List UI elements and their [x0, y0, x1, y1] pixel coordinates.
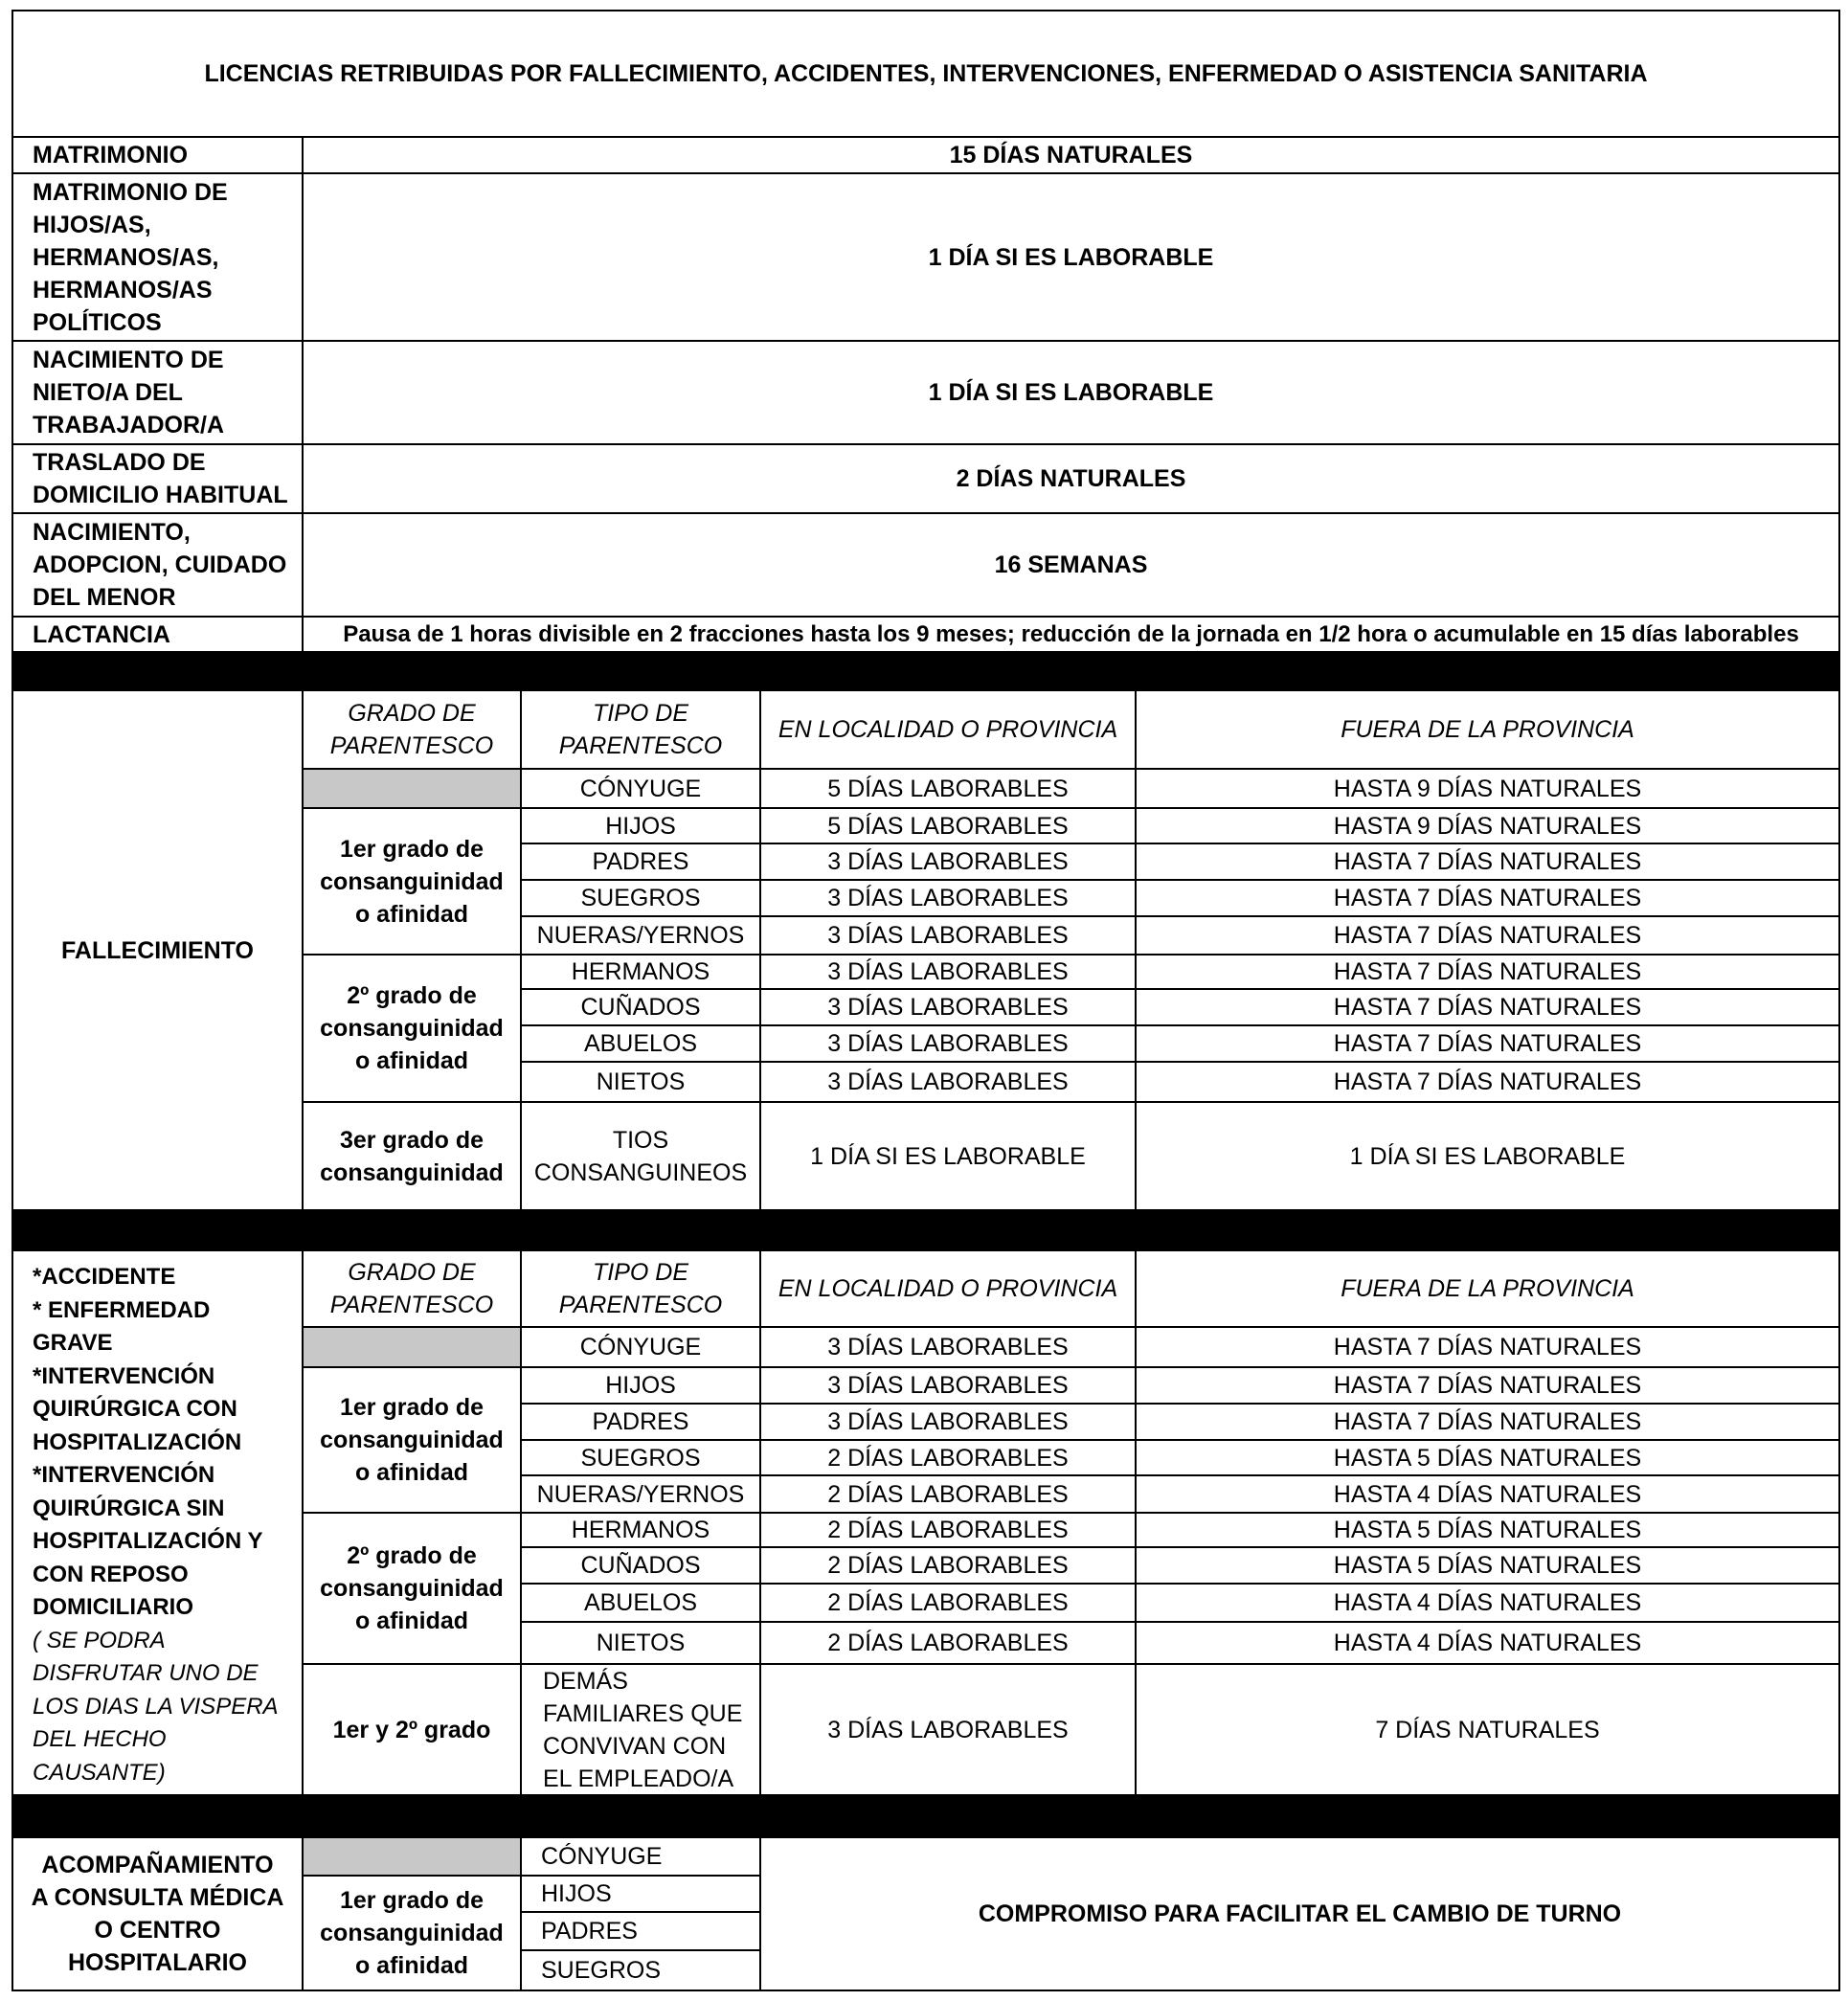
cell-fuera: HASTA 4 DÍAS NATURALES — [1135, 1583, 1840, 1623]
cell-fuera: HASTA 9 DÍAS NATURALES — [1135, 807, 1840, 844]
separator-bar — [11, 1794, 1840, 1838]
cell-fuera: HASTA 7 DÍAS NATURALES — [1135, 988, 1840, 1026]
table-title: LICENCIAS RETRIBUIDAS POR FALLECIMIENTO, ACCIDENTES, INTERVENCIONES, ENFERMEDAD O ASISTENCIA SANITARIA — [11, 10, 1840, 138]
header-fuera: FUERA DE LA PROVINCIA — [1135, 689, 1840, 770]
header-tipo: TIPO DE PARENTESCO — [520, 1249, 761, 1328]
cell-fuera: HASTA 4 DÍAS NATURALES — [1135, 1621, 1840, 1665]
cell-tipo: SUEGROS — [520, 1949, 761, 1991]
section-label-fallecimiento: FALLECIMIENTO — [11, 689, 304, 1211]
cell-tipo: HERMANOS — [520, 954, 761, 990]
cell-local: 3 DÍAS LABORABLES — [759, 1663, 1137, 1796]
cell-fuera: HASTA 7 DÍAS NATURALES — [1135, 1024, 1840, 1063]
header-grado: GRADO DE PARENTESCO — [302, 1249, 522, 1328]
row-value-matrimonio-hijos: 1 DÍA SI ES LABORABLE — [302, 172, 1840, 342]
cell-tipo: NIETOS — [520, 1061, 761, 1103]
cell-fuera: HASTA 7 DÍAS NATURALES — [1135, 843, 1840, 881]
grado-3er: 3er grado de consanguinidad — [302, 1101, 522, 1211]
cell-local: 5 DÍAS LABORABLES — [759, 807, 1137, 844]
cell-fuera: HASTA 4 DÍAS NATURALES — [1135, 1474, 1840, 1514]
cell-fuera: HASTA 7 DÍAS NATURALES — [1135, 1326, 1840, 1368]
cell-local: 5 DÍAS LABORABLES — [759, 768, 1137, 809]
cell-tipo: CUÑADOS — [520, 1546, 761, 1585]
cell-local: 3 DÍAS LABORABLES — [759, 879, 1137, 917]
cell-fuera: HASTA 7 DÍAS NATURALES — [1135, 954, 1840, 990]
cell-tipo: CÓNYUGE — [520, 1326, 761, 1368]
cell-local: 2 DÍAS LABORABLES — [759, 1512, 1137, 1548]
row-label-nacimiento-adopcion: NACIMIENTO, ADOPCION, CUIDADO DEL MENOR — [11, 512, 304, 618]
cell-fuera: HASTA 7 DÍAS NATURALES — [1135, 1366, 1840, 1405]
cell-fuera: HASTA 7 DÍAS NATURALES — [1135, 1061, 1840, 1103]
row-value-matrimonio: 15 DÍAS NATURALES — [302, 136, 1840, 174]
header-grado: GRADO DE PARENTESCO — [302, 689, 522, 770]
header-tipo: TIPO DE PARENTESCO — [520, 689, 761, 770]
grado-2o: 2º grado de consanguinidad o afinidad — [302, 954, 522, 1103]
row-value-nacimiento-nieto: 1 DÍA SI ES LABORABLE — [302, 340, 1840, 445]
grado-empty-cell — [302, 1836, 522, 1877]
grado-1er-2o: 1er y 2º grado — [302, 1663, 522, 1796]
row-label-matrimonio: MATRIMONIO — [11, 136, 304, 174]
cell-fuera: HASTA 7 DÍAS NATURALES — [1135, 1403, 1840, 1441]
cell-tipo: HIJOS — [520, 1366, 761, 1405]
cell-fuera: 7 DÍAS NATURALES — [1135, 1663, 1840, 1796]
section-label-acompanamiento: ACOMPAÑAMIENTO A CONSULTA MÉDICA O CENTRO HOSPITALARIO — [11, 1836, 304, 1991]
cell-fuera: HASTA 7 DÍAS NATURALES — [1135, 915, 1840, 956]
accidente-label-bold: *ACCIDENTE * ENFERMEDAD GRAVE *INTERVENCIÓN QUIRÚRGICA CON HOSPITALIZACIÓN *INTERVENCIÓN QUIRÚRGICA SIN HOSPITALIZACIÓN Y CON REPOSO DOMICILIARIO — [33, 1264, 263, 1620]
cell-local: 2 DÍAS LABORABLES — [759, 1546, 1137, 1585]
cell-tipo: PADRES — [520, 1403, 761, 1441]
row-label-lactancia: LACTANCIA — [11, 616, 304, 653]
cell-local: 3 DÍAS LABORABLES — [759, 1061, 1137, 1103]
header-local: EN LOCALIDAD O PROVINCIA — [759, 1249, 1137, 1328]
cell-local: 2 DÍAS LABORABLES — [759, 1621, 1137, 1665]
cell-local: 3 DÍAS LABORABLES — [759, 1403, 1137, 1441]
cell-tipo: CÓNYUGE — [520, 768, 761, 809]
cell-fuera: HASTA 5 DÍAS NATURALES — [1135, 1546, 1840, 1585]
cell-local: 3 DÍAS LABORABLES — [759, 954, 1137, 990]
cell-fuera: HASTA 9 DÍAS NATURALES — [1135, 768, 1840, 809]
cell-tipo: SUEGROS — [520, 1439, 761, 1476]
cell-local: 2 DÍAS LABORABLES — [759, 1439, 1137, 1476]
cell-tipo: DEMÁS FAMILIARES QUE CONVIVAN CON EL EMPLEADO/A — [520, 1663, 761, 1796]
cell-fuera: HASTA 5 DÍAS NATURALES — [1135, 1512, 1840, 1548]
cell-tipo: CÓNYUGE — [520, 1836, 761, 1877]
cell-tipo: ABUELOS — [520, 1583, 761, 1623]
header-fuera: FUERA DE LA PROVINCIA — [1135, 1249, 1840, 1328]
row-value-lactancia: Pausa de 1 horas divisible en 2 fracciones hasta los 9 meses; reducción de la jornada en 1/2 hora o acumulable en 15 días laborables — [302, 616, 1840, 653]
grado-empty-cell — [302, 1326, 522, 1368]
separator-bar — [11, 651, 1840, 691]
cell-local: 3 DÍAS LABORABLES — [759, 1326, 1137, 1368]
cell-tipo: HERMANOS — [520, 1512, 761, 1548]
cell-fuera: 1 DÍA SI ES LABORABLE — [1135, 1101, 1840, 1211]
row-label-matrimonio-hijos: MATRIMONIO DE HIJOS/AS, HERMANOS/AS, HERMANOS/AS POLÍTICOS — [11, 172, 304, 342]
cell-local: 2 DÍAS LABORABLES — [759, 1583, 1137, 1623]
row-label-traslado: TRASLADO DE DOMICILIO HABITUAL — [11, 443, 304, 514]
grado-1er: 1er grado de consanguinidad o afinidad — [302, 807, 522, 956]
cell-local: 3 DÍAS LABORABLES — [759, 988, 1137, 1026]
cell-tipo: NIETOS — [520, 1621, 761, 1665]
section-label-accidente — [11, 1249, 304, 1796]
separator-bar — [11, 1209, 1840, 1251]
cell-tipo: SUEGROS — [520, 879, 761, 917]
cell-local: 1 DÍA SI ES LABORABLE — [759, 1101, 1137, 1211]
cell-local: 2 DÍAS LABORABLES — [759, 1474, 1137, 1514]
cell-tipo: NUERAS/YERNOS — [520, 1474, 761, 1514]
cell-local: 3 DÍAS LABORABLES — [759, 843, 1137, 881]
header-local: EN LOCALIDAD O PROVINCIA — [759, 689, 1137, 770]
cell-tipo: ABUELOS — [520, 1024, 761, 1063]
cell-fuera: HASTA 5 DÍAS NATURALES — [1135, 1439, 1840, 1476]
cell-local: 3 DÍAS LABORABLES — [759, 1024, 1137, 1063]
row-value-nacimiento-adopcion: 16 SEMANAS — [302, 512, 1840, 618]
grado-2o: 2º grado de consanguinidad o afinidad — [302, 1512, 522, 1665]
cell-tipo: CUÑADOS — [520, 988, 761, 1026]
cell-fuera: HASTA 7 DÍAS NATURALES — [1135, 879, 1840, 917]
accidente-label-note: ( SE PODRA DISFRUTAR UNO DE LOS DIAS LA VISPERA DEL HECHO CAUSANTE) — [33, 1627, 279, 1786]
cell-tipo: HIJOS — [520, 1875, 761, 1913]
cell-tipo: TIOS CONSANGUINEOS — [520, 1101, 761, 1211]
row-label-nacimiento-nieto: NACIMIENTO DE NIETO/A DEL TRABAJADOR/A — [11, 340, 304, 445]
grado-empty-cell — [302, 768, 522, 809]
cell-tipo: HIJOS — [520, 807, 761, 844]
grado-1er: 1er grado de consanguinidad o afinidad — [302, 1366, 522, 1514]
cell-local: 3 DÍAS LABORABLES — [759, 915, 1137, 956]
cell-tipo: NUERAS/YERNOS — [520, 915, 761, 956]
row-value-traslado: 2 DÍAS NATURALES — [302, 443, 1840, 514]
grado-1er: 1er grado de consanguinidad o afinidad — [302, 1875, 522, 1991]
cell-tipo: PADRES — [520, 1911, 761, 1951]
acompanamiento-value: COMPROMISO PARA FACILITAR EL CAMBIO DE TURNO — [759, 1836, 1840, 1991]
cell-local: 3 DÍAS LABORABLES — [759, 1366, 1137, 1405]
cell-tipo: PADRES — [520, 843, 761, 881]
